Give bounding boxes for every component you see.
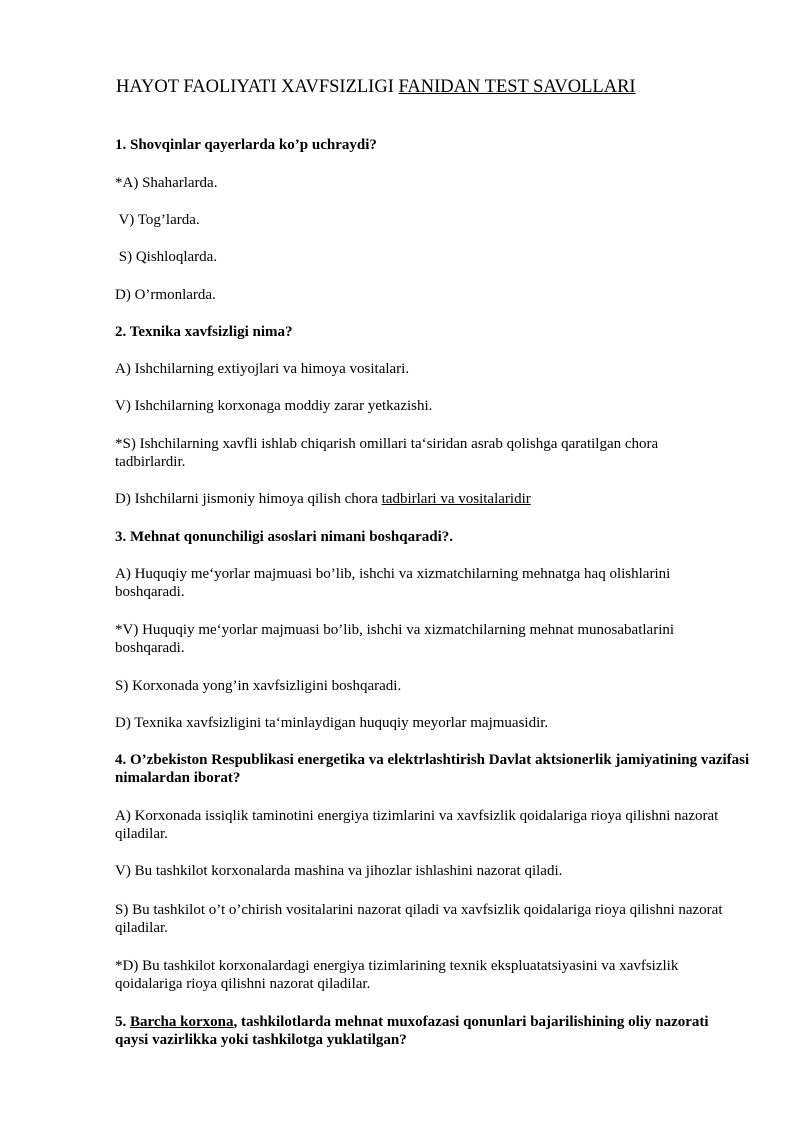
q5-prefix: 5. — [115, 1014, 130, 1030]
q2-option-d-text: D) Ishchilarni jismoniy himoya qilish chora — [115, 491, 382, 507]
q5-underlined: Barcha korxona — [130, 1014, 234, 1030]
title-part-1: HAYOT FAOLIYATI XAVFSIZLIGI — [116, 77, 399, 97]
q3-option-v: *V) Huquqiy me‘yorlar majmuasi bo’lib, ishchi va xizmatchilarning mehnat munosabatlarini boshqaradi. — [115, 622, 675, 656]
q4-option-v: V) Bu tashkilot korxonalarda mashina va jihozlar ishlashini nazorat qiladi. — [115, 863, 563, 879]
q3-option-s: S) Korxonada yong’in xavfsizligini boshqaradi. — [115, 678, 402, 694]
q4-option-s: S) Bu tashkilot o’t o’chirish vositalarini nazorat qiladi va xavfsizlik qoidalariga rioya qilishni nazorat qiladilar. — [115, 902, 723, 936]
q3-option-a: A) Huquqiy me‘yorlar majmuasi bo’lib, ishchi va xizmatchilarning mehnatga haq olishlarini boshqaradi. — [115, 566, 671, 600]
q3-option-d: D) Texnika xavfsizligini ta‘minlaydigan huquqiy meyorlar majmuasidir. — [115, 715, 549, 731]
question-3: 3. Mehnat qonunchiligi asoslari nimani boshqaradi?. — [115, 529, 453, 545]
q1-option-s: S) Qishloqlarda. — [115, 249, 218, 265]
question-5 — [115, 1013, 715, 1049]
q2-option-d — [115, 490, 755, 508]
question-2: 2. Texnika xavfsizligi nima? — [115, 324, 293, 340]
q2-option-d-underlined: tadbirlari va vositalaridir — [381, 491, 531, 507]
title-part-2: FANIDAN TEST SAVOLLARI — [398, 77, 636, 97]
question-1: 1. Shovqinlar qayerlarda ko’p uchraydi? — [115, 137, 377, 153]
question-4: 4. O’zbekiston Respublikasi energetika va elektrlashtirish Davlat aktsionerlik jamiyatining vazifasi nimalardan iborat? — [115, 752, 750, 786]
q2-option-v: V) Ishchilarning korxonaga moddiy zarar yetkazishi. — [115, 398, 433, 414]
q2-option-a: A) Ishchilarning extiyojlari va himoya vositalari. — [115, 361, 410, 377]
q2-option-s: *S) Ishchilarning xavfli ishlab chiqarish omillari ta‘siridan asrab qolishga qaratilgan chora tadbirlardir. — [115, 436, 659, 470]
q1-option-d: D) O’rmonlarda. — [115, 287, 216, 303]
q4-option-d: *D) Bu tashkilot korxonalardagi energiya tizimlarining texnik ekspluatatsiyasini va xavfsizlik qoidalariga rioya qilishni nazorat qiladilar. — [115, 958, 679, 992]
q5-suffix: , tashkilotlarda mehnat muxofazasi qonunlari bajarilishining oliy nazorati qaysi vazirlikka yoki tashkilotga yuklatilgan? — [115, 1014, 709, 1048]
q4-option-a: A) Korxonada issiqlik taminotini energiya tizimlarini va xavfsizlik qoidalariga rioya qilishni nazorat qiladilar. — [115, 808, 719, 842]
page-title — [116, 78, 636, 96]
q1-option-v: V) Tog’larda. — [115, 212, 200, 228]
q1-option-a: *A) Shaharlarda. — [115, 175, 218, 191]
